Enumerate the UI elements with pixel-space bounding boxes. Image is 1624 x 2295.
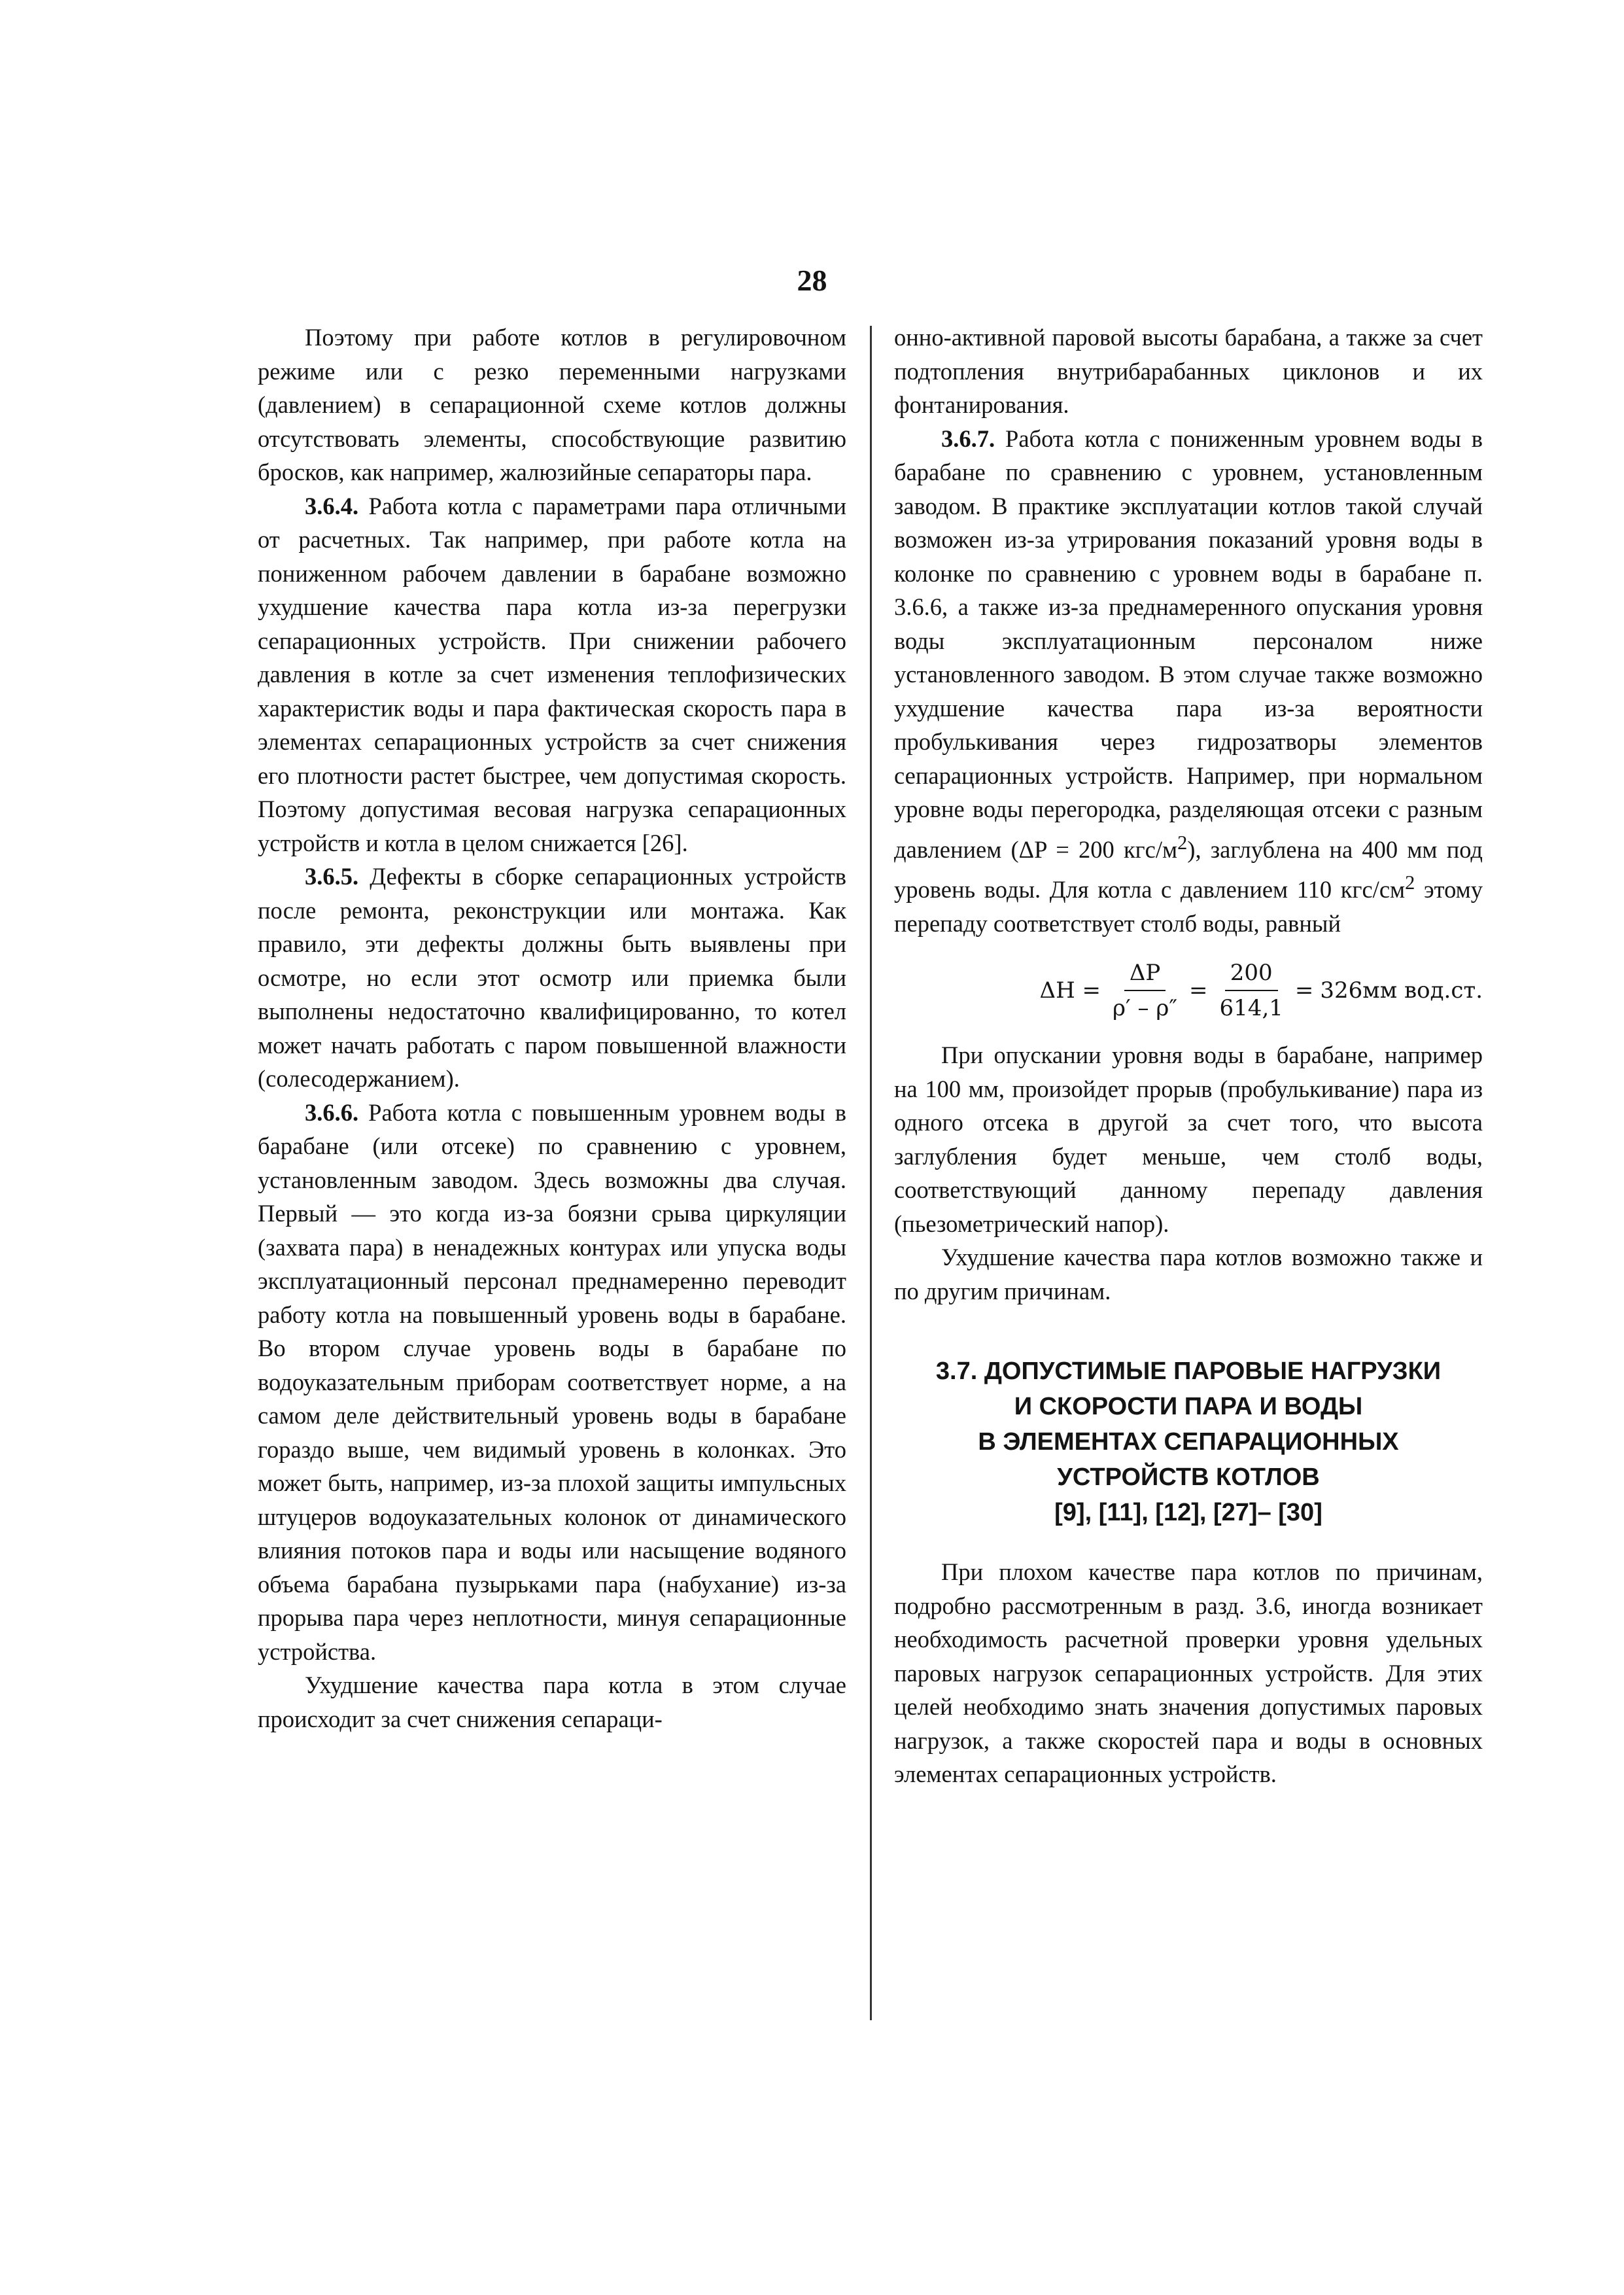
clause-text: ), заглублена на 400 мм под уровень воды. Для котла с давлением 110 кгс/см	[894, 835, 1483, 903]
heading-references: [9], [11], [12], [27]– [30]	[1054, 1499, 1322, 1527]
formula-block	[894, 948, 1483, 1038]
paragraph: При плохом качестве пара котлов по причинам, подробно рассмотренным в разд. 3.6, иногда возникает необходимость расчетной проверки уровня удельных паровых нагрузок сепарационных устройств. Для этих целей необходимо знать значения допустимых паровых нагрузок, а также скоростей пара и воды в основных элементах сепарационных устройств.	[894, 1558, 1483, 1788]
right-column	[894, 321, 1483, 1791]
paragraph: Ухудшение качества пара котла в этом случае происходит за счет снижения сепараци-	[258, 1672, 846, 1732]
clause-number: 3.6.7.	[941, 425, 995, 452]
denominator: 614,1	[1219, 995, 1283, 1022]
heading-line: И СКОРОСТИ ПАРА И ВОДЫ	[1014, 1393, 1363, 1421]
column-divider	[870, 326, 872, 2020]
denominator: ρ′ – ρ″	[1113, 995, 1178, 1022]
paragraph: Ухудшение качества пара котлов возможно также и по другим причинам.	[894, 1244, 1483, 1305]
heading-line: В ЭЛЕМЕНТАХ СЕПАРАЦИОННЫХ	[978, 1428, 1399, 1456]
formula	[1040, 958, 1483, 1023]
clause-text: Работа котла с параметрами пара отличными от расчетных. Так например, при работе котла на пониженном рабочем давлении в барабане возможно ухудшение качества пара котла из-за перегрузки сепарационных устройств. При снижении рабочего давления в котле за счет изменения теплофизических характеристик воды и пара фактическая скорость пара в элементах сепарационных устройств за счет снижения его плотности растет быстрее, чем допустимая скорость. Поэтому допустимая весовая нагрузка сепарационных устройств и котла в целом снижается [26].	[258, 492, 846, 856]
heading-line: УСТРОЙСТВ КОТЛОВ	[1057, 1463, 1320, 1492]
section-heading	[894, 1354, 1483, 1530]
clause-number: 3.6.4.	[305, 492, 359, 519]
paragraph-3-6-7	[894, 422, 1483, 941]
superscript: 2	[1405, 871, 1415, 894]
paragraph-3-6-5	[258, 860, 846, 1096]
numerator: ΔP	[1124, 958, 1166, 991]
clause-number: 3.6.6.	[305, 1098, 359, 1126]
page-number: 28	[797, 264, 827, 297]
paragraph-3-6-4	[258, 489, 846, 860]
paragraph-3-6-6	[258, 1096, 846, 1669]
left-column	[258, 321, 846, 1736]
clause-text: Дефекты в сборке сепарационных устройств после ремонта, реконструкции или монтажа. Как правило, эти дефекты должны быть выявлены при осмотре, но если этот осмотр или приемка были выполнены недостаточно квалифицированно, то котел может начать работать с паром повышенной влажности (солесодержанием).	[258, 863, 846, 1092]
numerator: 200	[1225, 958, 1278, 991]
paragraph: Поэтому при работе котлов в регулировочном режиме или с резко переменными нагрузками (давлением) в сепарационной схеме котлов должны отсутствовать элементы, способствующие развитию бросков, как например, жалюзийные сепараторы пара.	[258, 324, 846, 485]
paragraph-continued: онно-активной паровой высоты барабана, а также за счет подтопления внутрибарабанных циклонов и их фонтанирования.	[894, 324, 1483, 418]
fraction	[1215, 958, 1288, 1023]
fraction	[1107, 958, 1183, 1023]
formula-lhs: ΔH =	[1039, 977, 1101, 1004]
clause-text: Работа котла с пониженным уровнем воды в барабане по сравнению с уровнем, установленным заводом. В практике эксплуатации котлов такой случай возможен из-за утрирования показаний уровня воды в колонке по сравнению с уровнем воды в барабане п. 3.6.6, а также из-за преднамеренного опускания уровня воды эксплуатационным персоналом ниже установленного заводом. В этом случае также возможно ухудшение качества пара из-за вероятности пробулькивания через гидрозатворы элементов сепарационных устройств. Например, при нормальном уровне воды перегородка, разделяющая отсеки с разным давлением (ΔP = 200 кгс/м	[894, 425, 1483, 863]
clause-number: 3.6.5.	[305, 863, 359, 890]
paragraph: При опускании уровня воды в барабане, например на 100 мм, произойдет прорыв (пробулькивание) пара из одного отсека в другой за счет того, что высота заглубления будет меньше, чем столб воды, соответствующий данному перепаду давления (пьезометрический напор).	[894, 1042, 1483, 1237]
equals-sign: =	[1294, 977, 1314, 1004]
formula-result: 326мм вод.ст.	[1320, 977, 1483, 1004]
superscript: 2	[1177, 831, 1188, 854]
equals-sign: =	[1189, 977, 1208, 1004]
clause-text: Работа котла с повышенным уровнем воды в барабане (или отсеке) по сравнению с уровнем, установленным заводом. Здесь возможны два случая. Первый — это когда из-за боязни срыва циркуляции (захвата пара) в ненадежных контурах или упуска воды эксплуатационный персонал преднамеренно переводит работу котла на повышенный уровень воды в барабане. Во втором случае уровень воды в барабане по водоуказательным приборам соответствует норме, а на самом деле действительный уровень воды в барабане гораздо выше, чем видимый уровень в колонках. Это может быть, например, из-за плохой защиты импульсных штуцеров водоуказательных колонок от динамического влияния потоков пара и воды или насыщение водяного объема барабана пузырьками пара (набухание) из-за прорыва пара через неплотности, минуя сепарационные устройства.	[258, 1098, 846, 1665]
heading-line: 3.7. ДОПУСТИМЫЕ ПАРОВЫЕ НАГРУЗКИ	[935, 1358, 1442, 1386]
clause-text: этому перепаду соответствует столб воды, равный	[894, 876, 1483, 937]
